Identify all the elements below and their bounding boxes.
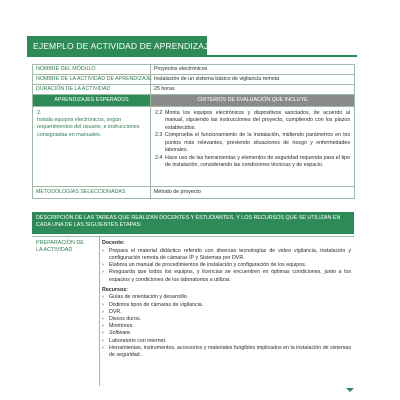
criterion-text: Comprueba el funcionamiento de la instalación, midiendo parámetros en los puntos más relevantes, previendo situaciones de riesgo y enfermedades laborales. [165,132,350,153]
list-item: › Herramientas, instrumentos, accesorios y materiales fungibles implicados en la instalación de sistemas de seguridad. [102,344,351,359]
teacher-heading: Docente: [102,240,125,246]
list-item-text: Laboratorio con internet. [109,337,167,344]
outcome-text: Instala equipos electrónicos, según requerimientos del usuario, e instrucciones consignadas en manuales. [37,117,140,138]
list-item-text: Resguarda que todos los equipos, y licencias se encuentren en óptimas condiciones, junto a los espacios y condiciones de los laboratorios a utilizar. [109,269,351,283]
list-item: › DVR. [102,308,122,315]
outcome-cell [33,107,151,187]
method-label: METODOLOGÍAS SELECCIONADAS [33,187,151,199]
duration-label: DURACIÓN DE LA ACTIVIDAD [33,85,151,95]
activity-info-table [32,64,355,199]
criteria-cell [151,107,355,187]
list-item: › Distintos tipos de cámaras de vigilancia. [102,301,204,308]
duration-row [33,85,355,95]
method-row [33,187,355,199]
activity-label: NOMBRE DE LA ACTIVIDAD DE APRENDIZAJE [33,75,151,85]
list-item-text: Herramientas, instrumentos, accesorios y materiales fungibles implicados en la instalación de sistemas de seguridad. [109,344,351,359]
list-item: › Discos duros. [102,316,142,323]
list-item-text: Guías de orientación y desarrollo. [109,294,189,301]
list-item: › Software. [102,330,132,337]
duration-value: 25 horas [151,85,355,95]
criteria-header: CRITERIOS DE EVALUACIÓN QUE INCLUYE [151,95,355,107]
list-item-text: Software. [109,330,132,337]
list-item-text: Prepara el material didáctico referido con diversas tecnologías de video vigilancia, instalación y configuración remota de cámaras IP y Sistemas por DVR. [109,247,351,261]
criterion-number: 2.2 [155,110,163,116]
list-item: › Resguarda que todos los equipos, y licencias se encuentren en óptimas condiciones, junto a los espacios y condiciones de los laboratorios a utilizar. [102,269,351,283]
teacher-list [102,248,351,284]
preparation-body [99,238,354,359]
list-item-text: Discos duros. [109,316,142,323]
outcomes-row [33,107,355,187]
criterion-item [155,132,350,154]
criterion-item [155,155,350,170]
activity-row [33,75,355,85]
continue-arrow-icon [346,388,354,392]
criterion-text: Hace uso de las herramientas y elementos de seguridad requerida para el tipo de instalación, considerando las condiciones técnicas y de espacio. [165,154,350,169]
preparation-label: PREPARACIÓN DE LA ACTIVIDAD [36,240,84,254]
list-item: › Monitores. [102,323,134,330]
module-row [33,65,355,75]
activity-banner: EJEMPLO DE ACTIVIDAD DE APRENDIZAJE [27,36,207,55]
resources-list [102,294,351,359]
module-value: Proyectos electrónicos [151,65,355,75]
list-item: › Laboratorio con internet. [102,337,167,344]
list-item-text: Distintos tipos de cámaras de vigilancia. [109,301,204,308]
method-value: Método de proyecto [151,187,355,199]
list-item: › Elabora un manual de procedimientos de instalación y configuración de los equipos. [102,262,307,269]
criterion-item [155,110,350,132]
module-label: NOMBRE DEL MÓDULO [33,65,151,75]
list-item: › Prepara el material didáctico referido con diversas tecnologías de video vigilancia, instalación y configuración remota de cámaras IP y Sistemas por DVR. [102,247,351,261]
resources-heading: Recursos: [102,286,128,293]
criterion-text: Monta los equipos electrónicos y dispositivos asociados, de acuerdo al manual, siguiendo las instrucciones del proyecto, cumpliendo con los plazos establecidos. [165,110,350,131]
list-item: › Guías de orientación y desarrollo. [102,294,189,301]
list-item-text: Monitores. [109,323,134,330]
criterion-number: 2.3 [155,132,163,139]
activity-value: Instalación de un sistema básico de vigilancia remota [151,75,355,85]
tasks-description-header: DESCRIPCIÓN DE LAS TAREAS QUE REALIZAN DOCENTES Y ESTUDIANTES, Y LOS RECURSOS QUE SE UTILIZAN EN CADA UNA DE LAS SIGUIENTES ETAPAS: [32,212,354,234]
criterion-number: 2.4 [155,154,163,161]
list-item-text: Elabora un manual de procedimientos de instalación y configuración de los equipos. [109,262,307,269]
section-divider [32,236,354,237]
banner-rule [27,55,357,57]
section-header-row [33,95,355,107]
outcomes-header: APRENDIZAJES ESPERADOS [33,95,151,107]
list-item-text: DVR. [109,308,122,315]
outcome-number: 2. [37,110,42,116]
